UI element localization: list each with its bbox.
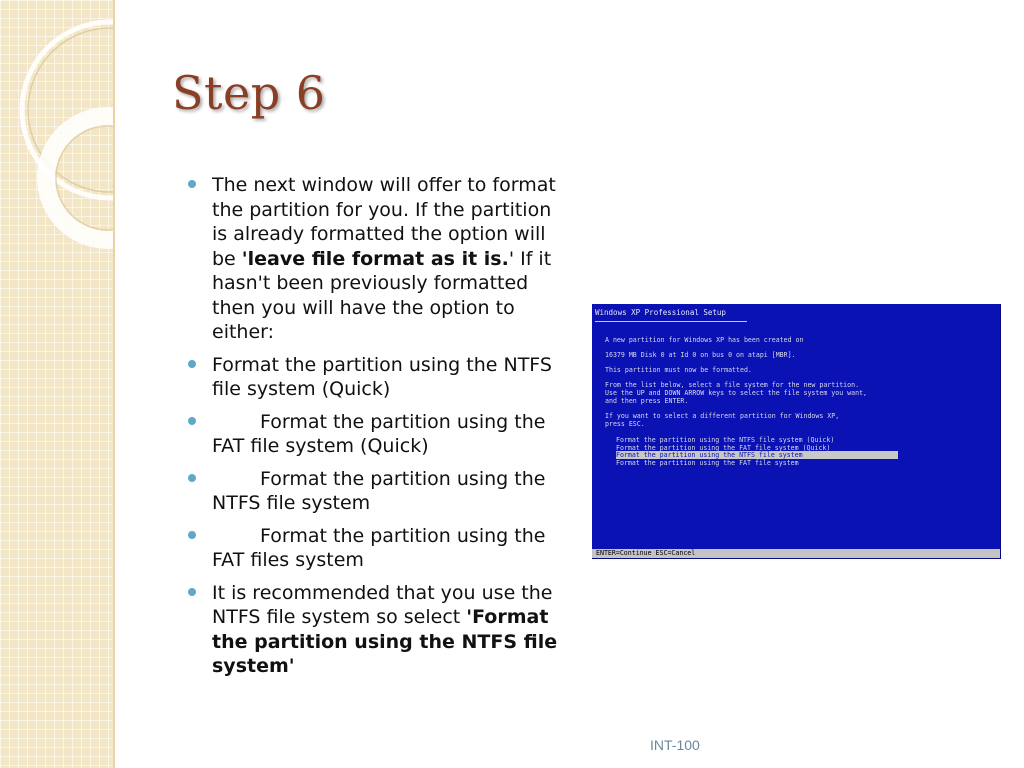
bullet-item <box>188 173 560 345</box>
bullet-item <box>188 467 560 516</box>
setup-title: Windows XP Professional Setup <box>592 304 1000 322</box>
bullet-text: Format the partition using the FAT files system <box>212 524 546 571</box>
bullet-emphasis: 'Format the partition using the NTFS file system' <box>212 606 558 677</box>
bullet-list <box>188 173 560 687</box>
bullet-item <box>188 581 560 679</box>
bullet-dot-icon <box>188 417 196 425</box>
setup-text-line: If you want to select a different partition for Windows XP, <box>605 412 840 420</box>
setup-status-bar: ENTER=Continue ESC=Cancel <box>592 549 1000 558</box>
setup-text-line: and then press ENTER. <box>605 397 689 405</box>
setup-text-line: 16379 MB Disk 0 at Id 0 on bus 0 on atapi [MBR]. <box>605 351 796 359</box>
xp-setup-screenshot <box>592 304 1001 559</box>
sidebar-edge <box>113 0 115 768</box>
bullet-dot-icon <box>188 531 196 539</box>
bullet-dot-icon <box>188 360 196 368</box>
bullet-dot-icon <box>188 474 196 482</box>
bullet-text: Format the partition using the FAT file system (Quick) <box>212 410 546 457</box>
bullet-item <box>188 353 560 402</box>
setup-text-line: A new partition for Windows XP has been created on <box>605 336 804 344</box>
setup-text-line: press ESC. <box>605 420 645 428</box>
slide-footer: INT-100 <box>650 737 700 753</box>
bullet-text: Format the partition using the NTFS file system (Quick) <box>212 353 552 400</box>
bullet-text: ' If it hasn't been previously formatted then you will have the option to either: <box>212 247 552 343</box>
bullet-dot-icon <box>188 180 196 188</box>
decorative-sidebar <box>0 0 113 768</box>
setup-text-line: Use the UP and DOWN ARROW keys to select the file system you want, <box>605 389 868 397</box>
filesystem-option: Format the partition using the NTFS file system <box>616 451 898 459</box>
slide-title: Step 6 <box>172 66 326 120</box>
setup-text-line: This partition must now be formatted. <box>605 366 752 374</box>
bullet-item <box>188 410 560 459</box>
bullet-text: The next window will offer to format the partition for you. If the partition is already formatted the option will be <box>212 174 556 270</box>
bullet-text: It is recommended that you use the NTFS file system so select <box>212 581 553 628</box>
bullet-dot-icon <box>188 588 196 596</box>
filesystem-option: Format the partition using the FAT file system <box>616 458 799 467</box>
bullet-text: Format the partition using the NTFS file system <box>212 467 546 514</box>
filesystem-option: Format the partition using the FAT file system (Quick) <box>616 443 831 452</box>
setup-text-line: From the list below, select a file system for the new partition. <box>605 381 860 389</box>
bullet-item <box>188 524 560 573</box>
filesystem-option: Format the partition using the NTFS file system (Quick) <box>616 436 835 444</box>
bullet-emphasis: 'leave file format as it is. <box>241 247 509 270</box>
setup-title-underline <box>595 321 747 322</box>
decorative-rings <box>0 0 113 768</box>
